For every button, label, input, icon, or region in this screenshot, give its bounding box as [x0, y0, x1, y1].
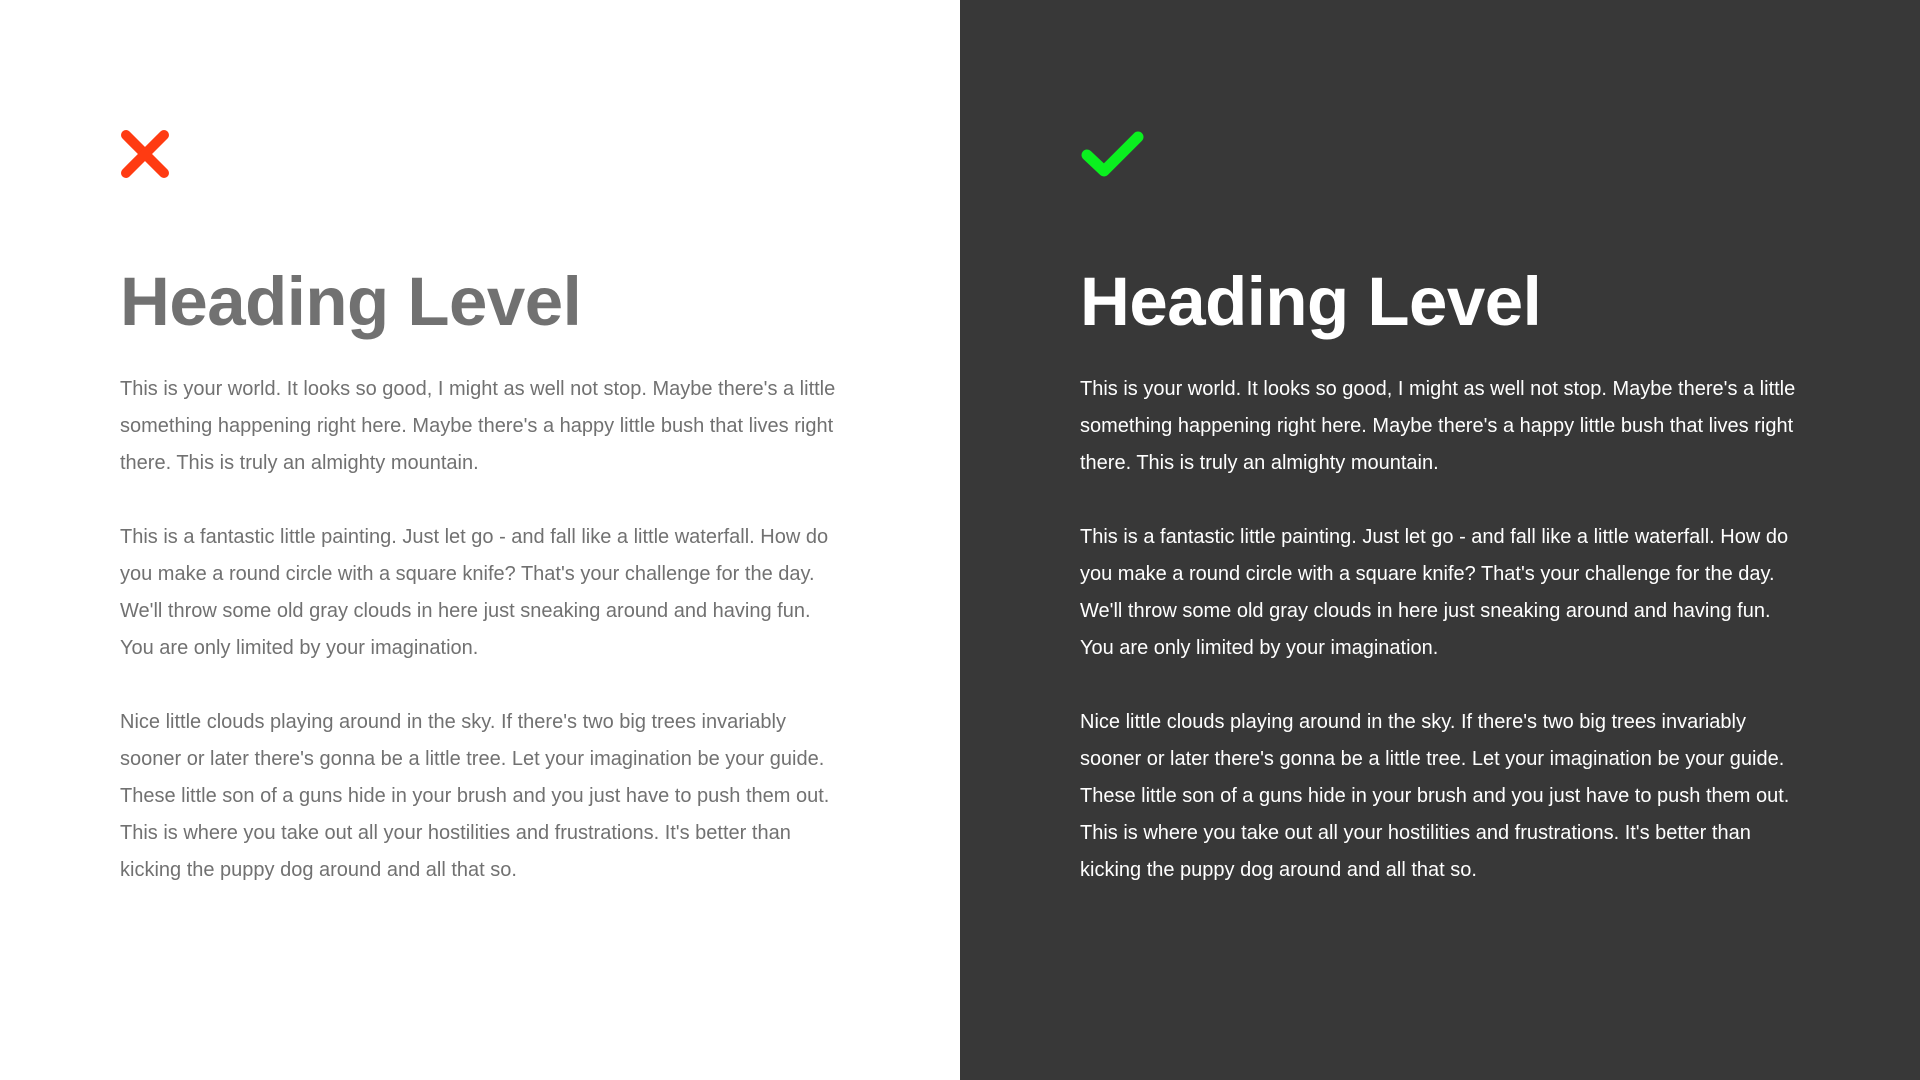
paragraph-1: This is your world. It looks so good, I might as well not stop. Maybe there's a little something happening right here. Maybe there's a happy little bush that lives right there. This is truly an almighty mountain.: [120, 378, 836, 474]
paragraph-1: This is your world. It looks so good, I might as well not stop. Maybe there's a little something happening right here. Maybe there's a happy little bush that lives right there. This is truly an almighty mountain.: [1080, 378, 1796, 474]
cross-icon: [120, 129, 186, 181]
paragraph-3: Nice little clouds playing around in the sky. If there's two big trees invariably sooner or later there's gonna be a little tree. Let your imagination be your guide. These little son of a guns hide in your brush and you just have to push them out. This is where you take out all your hostilities and frustrations. It's better than kicking the puppy dog around and all that so.: [1080, 711, 1790, 881]
example-heading: Heading Level: [120, 263, 582, 340]
paragraph-2: This is a fantastic little painting. Just let go - and fall like a little waterfall. How do you make a round circle with a square knife? That's your challenge for the day. We'll throw some old gray clouds in here just sneaking around and having fun. You are only limited by your imagination.: [120, 526, 829, 659]
example-heading: Heading Level: [1080, 263, 1542, 340]
checkmark-icon: [1080, 129, 1146, 181]
high-contrast-example-panel: [960, 0, 1920, 1080]
example-body-text: [1080, 371, 1800, 926]
paragraph-3: Nice little clouds playing around in the sky. If there's two big trees invariably sooner or later there's gonna be a little tree. Let your imagination be your guide. These little son of a guns hide in your brush and you just have to push them out. This is where you take out all your hostilities and frustrations. It's better than kicking the puppy dog around and all that so.: [120, 711, 830, 881]
paragraph-2: This is a fantastic little painting. Just let go - and fall like a little waterfall. How do you make a round circle with a square knife? That's your challenge for the day. We'll throw some old gray clouds in here just sneaking around and having fun. You are only limited by your imagination.: [1080, 526, 1789, 659]
example-body-text: [120, 371, 840, 926]
